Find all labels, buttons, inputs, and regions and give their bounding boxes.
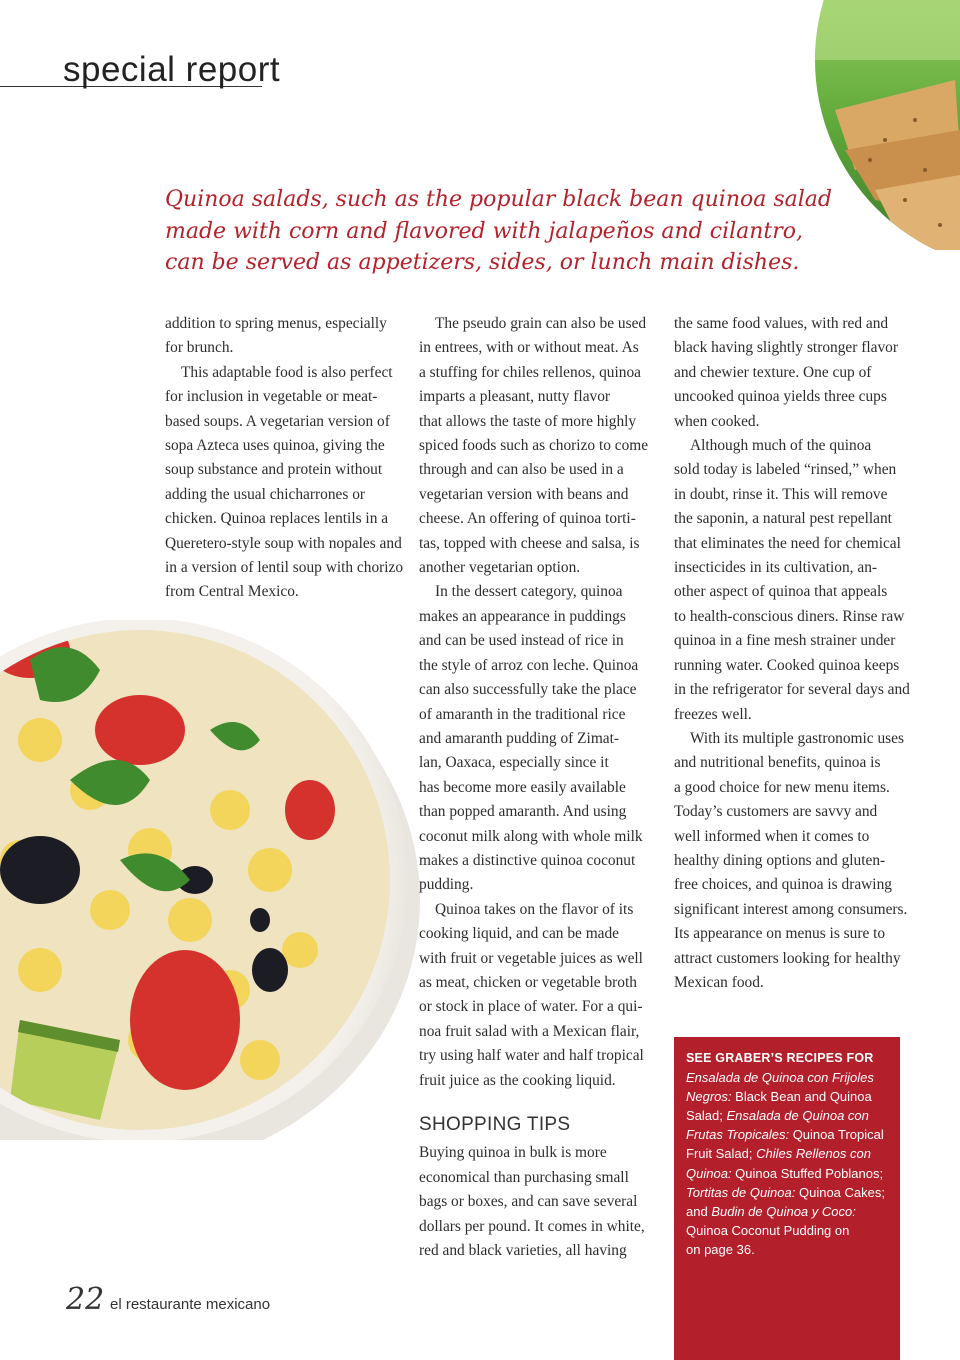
pull-quote <box>165 184 833 279</box>
article-line: for inclusion in vegetable or meat- <box>165 388 378 406</box>
article-line: spiced foods such as chorizo to come <box>419 437 649 455</box>
article-line: freezes well. <box>674 705 752 723</box>
article-line: The pseudo grain can also be used <box>435 315 647 332</box>
article-line: Buying quinoa in bulk is more <box>419 1144 607 1162</box>
article-column-2 <box>419 312 651 1263</box>
magazine-name: el restaurante mexicano <box>110 1296 271 1313</box>
article-line: imparts a pleasant, nutty flavor <box>419 388 611 406</box>
article-line: the same food values, with red and <box>674 315 889 332</box>
article-line: a stuffing for chiles rellenos, quinoa <box>419 363 641 381</box>
section-label: special report <box>63 50 281 89</box>
article-line: With its multiple gastronomic uses <box>690 729 904 747</box>
shopping-tips-heading: SHOPPING TIPS <box>419 1114 571 1135</box>
recipe-english-name: Quinoa Cakes; <box>795 1184 885 1200</box>
article-line: fruit juice as the cooking liquid. <box>419 1071 616 1089</box>
article-line: In the dessert category, quinoa <box>435 583 623 601</box>
article-line: in a version of lentil soup with chorizo <box>165 559 404 577</box>
article-line: when cooked. <box>674 412 760 430</box>
article-line: chicken. Quinoa replaces lentils in a <box>165 510 389 528</box>
article-line: in entrees, with or without meat. As <box>419 339 639 357</box>
pull-quote-line: Quinoa salads, such as the popular black bean quinoa salad <box>165 187 833 212</box>
article-line: Its appearance on menus is sure to <box>674 925 886 943</box>
article-line: vegetarian version with beans and <box>419 485 629 503</box>
article-line: significant interest among consumers. <box>674 900 908 918</box>
article-line: dollars per pound. It comes in white, <box>419 1217 645 1235</box>
article-line: and amaranth pudding of Zimat- <box>419 729 620 747</box>
article-line: pudding. <box>419 876 474 894</box>
sidebar-heading: SEE GRABER’S RECIPES FOR <box>686 1051 874 1065</box>
article-line: makes an appearance in puddings <box>419 607 626 625</box>
article-line: based soups. A vegetarian version of <box>165 412 390 430</box>
article-line: than popped amaranth. And using <box>419 803 627 821</box>
recipe-spanish-name: Budin de Quinoa y Coco: <box>711 1203 856 1219</box>
article-line: This adaptable food is also perfect <box>181 363 393 381</box>
recipe-english-name: Quinoa Stuffed Poblanos; <box>731 1165 884 1181</box>
article-line: a good choice for new menu items. <box>674 778 890 796</box>
article-line: cheese. An offering of quinoa torti- <box>419 510 636 528</box>
article-line: quinoa in a fine mesh strainer under <box>674 632 896 650</box>
article-line: coconut milk along with whole milk <box>419 827 643 845</box>
article-line: from Central Mexico. <box>165 583 299 601</box>
article-line: and nutritional benefits, quinoa is <box>674 754 881 772</box>
article-line: try using half water and half tropical <box>419 1047 644 1065</box>
article-line: in doubt, rinse it. This will remove <box>674 485 888 503</box>
article-line: soup substance and protein without <box>165 461 383 479</box>
article-line: or stock in place of water. For a qui- <box>419 998 643 1016</box>
sidebar-text: and <box>686 1203 712 1219</box>
article-line: cooking liquid, and can be made <box>419 925 620 943</box>
article-line: red and black varieties, all having <box>419 1242 627 1260</box>
article-line: economical than purchasing small <box>419 1168 629 1186</box>
article-line: Although much of the quinoa <box>690 437 872 455</box>
article-line: Queretero-style soup with nopales and <box>165 534 402 552</box>
article-line: for brunch. <box>165 339 234 357</box>
pull-quote-line: can be served as appetizers, sides, or lunch main dishes. <box>165 250 800 275</box>
tortilla-chips-photo <box>815 0 960 250</box>
article-line: to health-conscious diners. Rinse raw <box>674 607 905 625</box>
article-line: other aspect of quinoa that appeals <box>674 583 888 601</box>
article-line: black having slightly stronger flavor <box>674 339 898 357</box>
article-line: that allows the taste of more highly <box>419 412 637 430</box>
article-line: and chewier texture. One cup of <box>674 363 872 381</box>
article-line: attract customers looking for healthy <box>674 949 901 967</box>
recipe-spanish-name: Ensalada de Quinoa con Frijoles <box>686 1070 874 1086</box>
article-line: noa fruit salad with a Mexican flair, <box>419 1022 640 1040</box>
article-line: well informed when it comes to <box>674 827 870 845</box>
article-line: Mexican food. <box>674 973 764 991</box>
recipe-spanish-name: Ensalada de Quinoa con <box>726 1108 869 1124</box>
article-line: that eliminates the need for chemical <box>674 534 901 552</box>
article-line: bags or boxes, and can save several <box>419 1193 638 1211</box>
sidebar-recipe-list <box>686 1068 890 1259</box>
recipe-english-name: Quinoa Tropical <box>789 1127 884 1143</box>
article-line: tas, topped with cheese and salsa, is <box>419 534 640 552</box>
article-line: running water. Cooked quinoa keeps <box>674 656 900 674</box>
article-line: healthy dining options and gluten- <box>674 851 886 869</box>
article-line: in the refrigerator for several days and <box>674 681 910 699</box>
article-line: free choices, and quinoa is drawing <box>674 876 892 894</box>
page-number: 22 <box>66 1282 105 1317</box>
recipe-english-name: Black Bean and Quinoa <box>731 1089 872 1105</box>
article-line: Today’s customers are savvy and <box>674 803 878 821</box>
article-line: uncooked quinoa yields three cups <box>674 388 887 406</box>
recipe-spanish-name: Tortitas de Quinoa: <box>686 1184 796 1200</box>
recipe-spanish-name: Frutas Tropicales: <box>686 1127 790 1143</box>
article-line: insecticides in its cultivation, an- <box>674 559 878 577</box>
article-line: sold today is labeled “rinsed,” when <box>674 461 897 479</box>
recipes-sidebar <box>674 1037 900 1360</box>
article-line: adding the usual chicharrones or <box>165 485 366 503</box>
article-line: addition to spring menus, especially <box>165 315 387 332</box>
article-line: through and can also be used in a <box>419 461 624 479</box>
article-line: makes a distinctive quinoa coconut <box>419 851 636 869</box>
recipe-english-name: Salad; <box>686 1108 727 1124</box>
quinoa-salad-bowl-photo <box>0 620 420 1140</box>
article-line: another vegetarian option. <box>419 559 581 577</box>
article-line: sopa Azteca uses quinoa, giving the <box>165 437 385 455</box>
article-line: the saponin, a natural pest repellant <box>674 510 892 528</box>
recipe-english-name: Quinoa Coconut Pudding on <box>686 1222 850 1238</box>
article-column-3 <box>674 312 910 995</box>
article-line: can also successfully take the place <box>419 681 637 699</box>
article-line: has become more easily available <box>419 778 626 796</box>
article-line: Quinoa takes on the flavor of its <box>435 900 634 918</box>
article-line: with fruit or vegetable juices as well <box>419 949 643 967</box>
article-line: the style of arroz con leche. Quinoa <box>419 656 639 674</box>
recipe-spanish-name: Negros: <box>686 1089 732 1105</box>
article-line: lan, Oaxaca, especially since it <box>419 754 609 772</box>
article-line: as meat, chicken or vegetable broth <box>419 973 637 991</box>
recipe-spanish-name: Quinoa: <box>686 1165 732 1181</box>
article-column-1 <box>165 312 404 605</box>
article-line: and can be used instead of rice in <box>419 632 624 650</box>
sidebar-page-reference: on page 36. <box>686 1241 755 1257</box>
recipe-spanish-name: Chiles Rellenos con <box>756 1146 871 1162</box>
pull-quote-line: made with corn and flavored with jalapeños and cilantro, <box>165 218 804 244</box>
recipe-english-name: Fruit Salad; <box>686 1146 757 1162</box>
article-line: of amaranth in the traditional rice <box>419 705 626 723</box>
